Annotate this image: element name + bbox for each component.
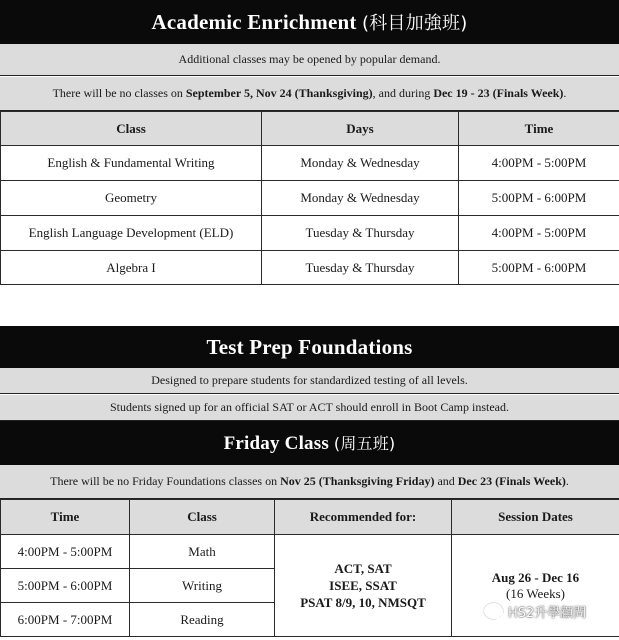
watermark [484,600,614,622]
col-header-time: Time [1,500,130,535]
col-header-recommended: Recommended for: [275,500,452,535]
days-cell: Tuesday & Thursday [262,216,459,251]
test-prep-header [0,326,619,368]
days-cell: Monday & Wednesday [262,181,459,216]
academic-note-demand-text: Additional classes may be opened by popular demand. [178,52,441,66]
test-prep-note-purpose-text: Designed to prepare students for standardized testing of all levels. [151,373,468,387]
class-cell: Geometry [1,181,262,216]
time-cell: 4:00PM - 5:00PM [1,535,130,569]
days-cell: Monday & Wednesday [262,146,459,181]
academic-note-no-classes-text: There will be no classes on September 5, Nov 24 (Thanksgiving), and during Dec 19 - 23 (Finals Week). [52,86,567,100]
col-header-days: Days [262,112,459,146]
recommended-line: PSAT 8/9, 10, NMSQT [300,595,426,610]
friday-class-header [0,421,619,465]
recommended-line: ACT, SAT [334,561,392,576]
test-prep-note-purpose [0,368,619,394]
col-header-class: Class [1,112,262,146]
academic-enrichment-header [0,0,619,44]
time-cell: 5:00PM - 6:00PM [459,181,619,216]
days-cell: Tuesday & Thursday [262,251,459,285]
class-cell: Algebra I [1,251,262,285]
table-row [1,146,619,181]
test-prep-note-bootcamp-text: Students signed up for an official SAT or ACT should enroll in Boot Camp instead. [110,400,509,414]
academic-table-header-row [1,112,619,146]
col-header-session-dates: Session Dates [452,500,619,535]
friday-class-title-cjk: (周五班) [333,434,396,453]
table-row [1,216,619,251]
test-prep-note-bootcamp [0,395,619,421]
recommended-line: ISEE, SSAT [329,578,397,593]
table-row [1,251,619,285]
friday-note-no-classes [0,465,619,499]
friday-class-title: Friday Class (周五班) [223,433,396,454]
class-cell: Reading [130,603,275,637]
table-row [1,535,619,569]
class-cell: English & Fundamental Writing [1,146,262,181]
col-header-time: Time [459,112,619,146]
test-prep-title: Test Prep Foundations [206,334,413,359]
time-cell: 6:00PM - 7:00PM [1,603,130,637]
col-header-class: Class [130,500,275,535]
table-row [1,181,619,216]
time-cell: 4:00PM - 5:00PM [459,216,619,251]
friday-table-header-row [1,500,619,535]
academic-enrichment-title-cjk: (科目加強班) [362,13,468,34]
academic-enrichment-title: Academic Enrichment (科目加強班) [151,10,468,34]
class-cell: Math [130,535,275,569]
recommended-cell [275,535,452,637]
academic-note-demand [0,44,619,76]
time-cell: 4:00PM - 5:00PM [459,146,619,181]
academic-schedule-table [0,111,619,285]
time-cell: 5:00PM - 6:00PM [459,251,619,285]
time-cell: 5:00PM - 6:00PM [1,569,130,603]
session-dates-weeks: (16 Weeks) [505,585,565,601]
class-cell: Writing [130,569,275,603]
watermark-text: HS2升學顧問 [508,605,587,621]
academic-note-no-classes [0,77,619,111]
session-dates-range: Aug 26 - Dec 16 [491,569,580,585]
friday-note-no-classes-text: There will be no Friday Foundations classes on Nov 25 (Thanksgiving Friday) and Dec 23 (Finals Week). [50,474,569,488]
class-cell: English Language Development (ELD) [1,216,262,251]
wechat-icon [484,603,503,619]
